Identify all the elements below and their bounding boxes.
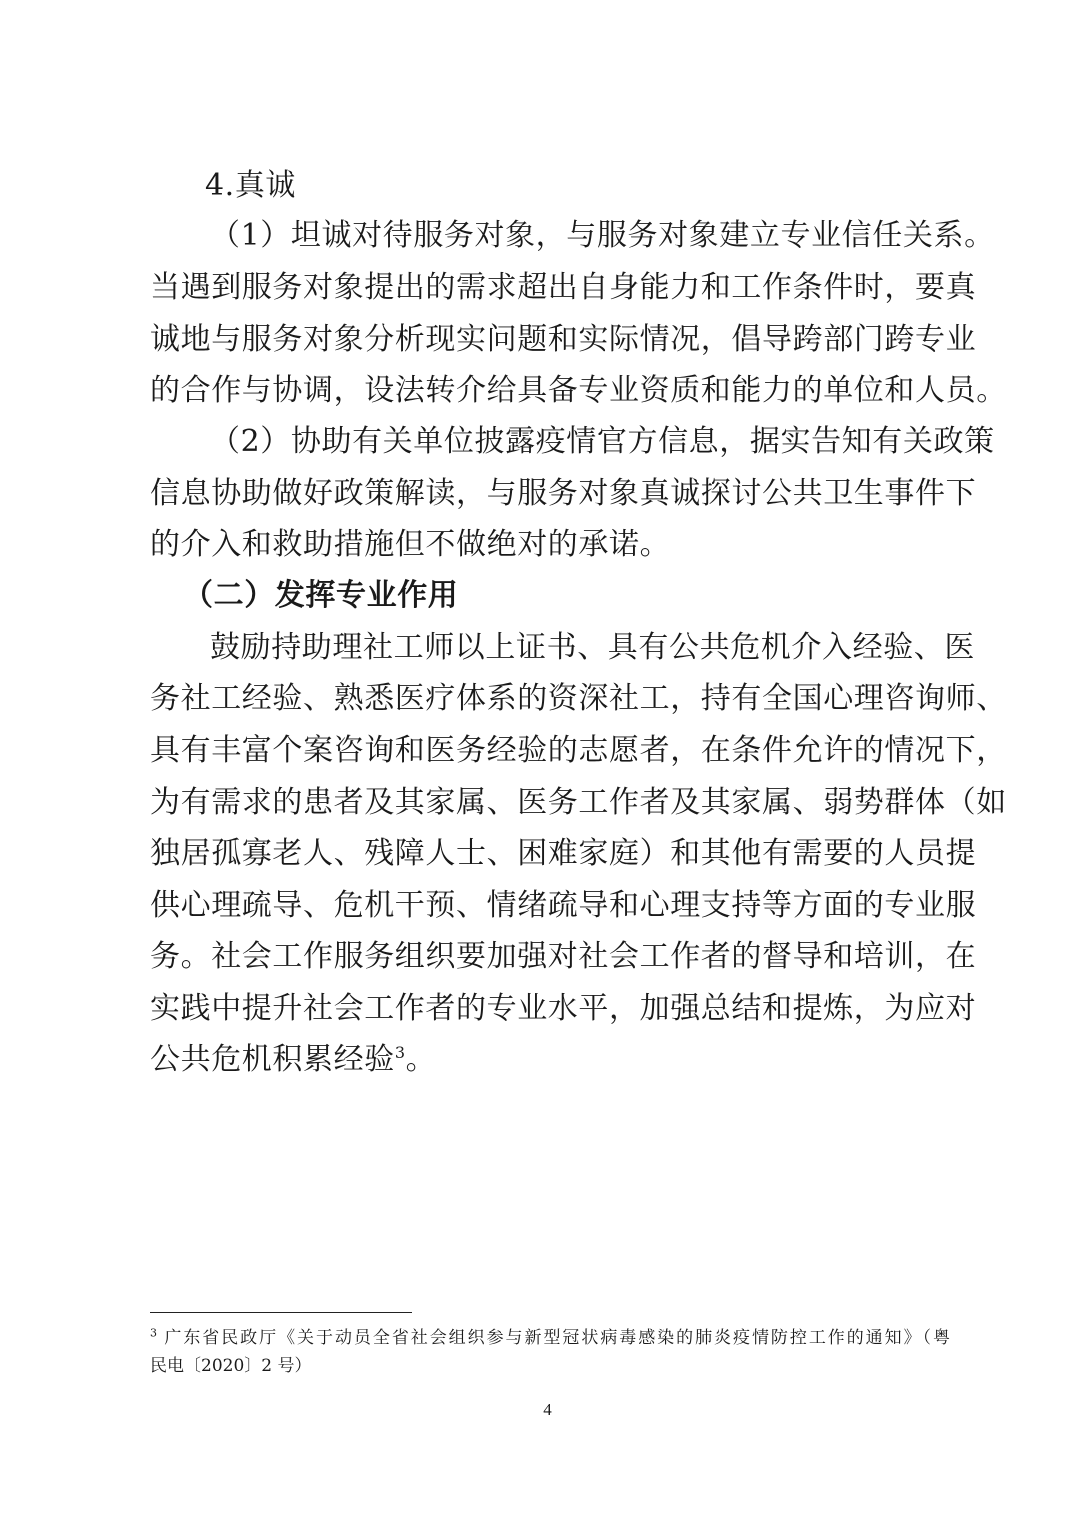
para-line-5: 独居孤寡老人、残障人士、困难家庭）和其他有需要的人员提 bbox=[150, 836, 977, 871]
para-line-8: 实践中提升社会工作者的专业水平，加强总结和提炼，为应对 bbox=[150, 991, 977, 1026]
page-number: 4 bbox=[543, 1400, 552, 1419]
para-line-7: 务。社会工作服务组织要加强对社会工作者的督导和培训，在 bbox=[150, 939, 977, 974]
item1-line-1: （1）坦诚对待服务对象，与服务对象建立专业信任关系。 bbox=[210, 218, 995, 253]
para-line-1: 鼓励持助理社工师以上证书、具有公共危机介入经验、医 bbox=[210, 630, 975, 665]
footnote-text-1: 广东省民政厅《关于动员全省社会组织参与新型冠状病毒感染的肺炎疫情防控工作的通知》（粤 bbox=[164, 1328, 950, 1348]
para-line-6: 供心理疏导、危机干预、情绪疏导和心理支持等方面的专业服 bbox=[150, 888, 977, 923]
item2-line-1: （2）协助有关单位披露疫情官方信息，据实告知有关政策 bbox=[210, 424, 995, 459]
footnote-marker: 3 bbox=[150, 1326, 157, 1340]
item1-line-3: 诚地与服务对象分析现实问题和实际情况，倡导跨部门跨专业 bbox=[150, 322, 977, 357]
subsection-heading: （二）发挥专业作用 bbox=[183, 578, 459, 613]
footnote-reference: 3 bbox=[394, 1043, 406, 1062]
para-last-punct: 。 bbox=[405, 1042, 437, 1077]
item2-line-3: 的介入和救助措施但不做绝对的承诺。 bbox=[150, 527, 671, 562]
item1-line-4: 的合作与协调，设法转介给具备专业资质和能力的单位和人员。 bbox=[150, 373, 1007, 408]
section-heading-sincerity: 4.真诚 bbox=[205, 168, 297, 203]
para-line-3: 具有丰富个案咨询和医务经验的志愿者，在条件允许的情况下， bbox=[150, 733, 1007, 768]
item2-line-2: 信息协助做好政策解读，与服务对象真诚探讨公共卫生事件下 bbox=[150, 476, 977, 511]
footnote-line-2: 民电〔2020〕2 号） bbox=[150, 1356, 312, 1376]
footnote-divider bbox=[150, 1312, 412, 1313]
item1-line-2: 当遇到服务对象提出的需求超出自身能力和工作条件时，要真 bbox=[150, 270, 977, 305]
footnote-line-1 bbox=[150, 1326, 950, 1350]
para-line-4: 为有需求的患者及其家属、医务工作者及其家属、弱势群体（如 bbox=[150, 785, 1007, 820]
para-last-text: 公共危机积累经验 bbox=[150, 1042, 395, 1077]
para-line-2: 务社工经验、熟悉医疗体系的资深社工，持有全国心理咨询师、 bbox=[150, 681, 1007, 716]
para-line-9 bbox=[150, 1040, 950, 1080]
